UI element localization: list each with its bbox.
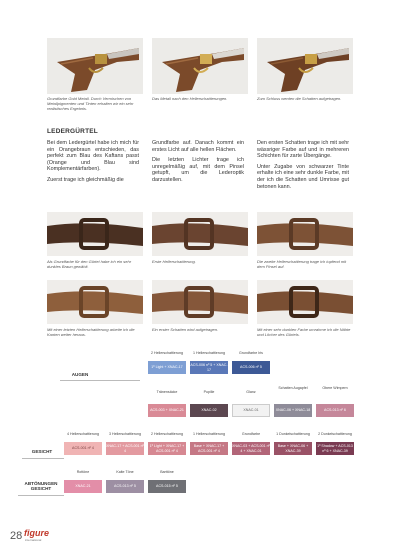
belt-photo-4 (47, 280, 143, 324)
pistol-photo-2 (152, 38, 248, 94)
body-paragraph: Die letzten Lichter trage ich unregelmäßig auf, mit dem Pinsel getupft, um die Lederoptik darzustellen. (152, 157, 244, 183)
palette-row-label-augen: AUGEN (71, 372, 89, 377)
palette-header: 1 Dunkelschattierung (276, 432, 310, 436)
palette-header: Kalte Töne (116, 470, 134, 474)
belt-photo-3 (257, 212, 353, 256)
divider (18, 495, 64, 496)
palette-header: Barttöne (160, 470, 174, 474)
palette-header: Obere Wimpern (322, 386, 348, 390)
palette-header: Grundfarbe (241, 432, 261, 436)
body-paragraph: Zuerst trage ich gleichmäßig die (47, 176, 124, 183)
color-swatch: XNAC-02 (190, 404, 228, 417)
palette-header: 1 Hellerschattierung (193, 432, 225, 436)
belt-photo-5 (152, 280, 248, 324)
color-swatch: 1º Shadow + ACS-013 nº 6 + XNAC-39 (316, 442, 354, 455)
color-swatch: ACS-013 nº 5 (106, 480, 144, 493)
palette-header: Pupille (203, 390, 215, 394)
color-swatch: 1º Light + XNAC-17 (148, 361, 186, 374)
belt-photo-1 (47, 212, 143, 256)
body-paragraph: Bei dem Ledergürtel habe ich mich für ein Orangebraun entschieden, das perfekt zum Blau des Kaftans passt (Orange und Blau sind Komplementärfarben). (47, 140, 139, 173)
pistol-photo-1 (47, 38, 143, 94)
brand-logo: figure (24, 528, 50, 538)
color-swatch: ACS-006 nº 5 + XNAC-17 (190, 361, 228, 374)
caption-belt-6: Mit einer sehr dunklen Farbe umrahme ich die Nähte und Löcher des Gürtels. (257, 327, 351, 337)
body-paragraph: Den ersten Schatten trage ich mit sehr wässriger Farbe auf und in mehreren Schichten für zarte Übergänge. (257, 140, 349, 160)
caption-pistol-2: Das Metall nach den Hellerschattierungen. (152, 96, 228, 101)
palette-header: 1 Hellerschattierung (193, 351, 225, 355)
caption-belt-1: Als Grundfarbe für den Gürtel habe ich ein sehr dunkles Braun gewählt. (47, 259, 132, 269)
color-swatch: XNAC-21 (64, 480, 102, 493)
color-swatch: ACS-015 nº 5 (148, 480, 186, 493)
caption-belt-4: Mit einer letzten Hellerschattierung arbeite ich die Kanten weiter heraus. (47, 327, 135, 337)
color-swatch: XNAC-01 (232, 404, 270, 417)
color-swatch: ACS-003 + XNAC-21 (148, 404, 186, 417)
palette-header: 2 Hellerschattierung (151, 432, 183, 436)
palette-header: 2 Dunkelschattierung (318, 432, 352, 436)
divider (60, 380, 140, 381)
color-swatch: XNAC-03 + ACS-001 nº 4 + XNAC-01 (232, 442, 270, 455)
brand-subtitle: international (25, 538, 42, 542)
color-swatch: ACS-006 nº 5 (232, 361, 270, 374)
belt-photo-6 (257, 280, 353, 324)
palette-header: Grundfarbe Iris (239, 351, 263, 355)
color-swatch: 1º Light + XNAC-17 + ACS-001 nº 4 (148, 442, 186, 455)
color-swatch: XNAC-17 + ACS-001 nº 4 (106, 442, 144, 455)
body-column-3 (257, 140, 349, 194)
body-paragraph: Unter Zugabe von schwarzer Tinte erhalte ich eine sehr dunkle Farbe, mit der ich die Schatten und Umrisse gut betonen kann. (257, 163, 349, 190)
section-title: LEDERGÜRTEL (47, 128, 98, 135)
color-swatch: XNAC-06 + XNAC-18 (274, 404, 312, 417)
belt-photo-2 (152, 212, 248, 256)
divider (22, 458, 64, 459)
color-swatch: Base + XNAC-06 + XNAC-39 (274, 442, 312, 455)
caption-belt-3: Die zweite Hellerschattierung trage ich tupfend mit dem Pinsel auf. (257, 259, 347, 269)
palette-header: 2 Hellerschattierung (151, 351, 183, 355)
palette-header: 3 Hellerschattierung (109, 432, 141, 436)
color-swatch: Base + XNAC-17 + ACS-001 nº 4 (190, 442, 228, 455)
palette-header: Glanz (246, 390, 256, 394)
body-paragraph: Grundfarbe auf. Danach kommt ein erstes Licht auf alle hellen Flächen. (152, 140, 244, 153)
pistol-photo-3 (257, 38, 353, 94)
palette-row-label-gesicht: GESICHT (31, 449, 53, 454)
palette-row-label-abtoenungen: ABTÖNUNGEN GESICHT (24, 481, 58, 492)
palette-header: Schatten Augapfel (278, 386, 308, 390)
caption-belt-5: Ein erster Schatten wird aufgetragen. (152, 327, 219, 332)
caption-pistol-1: Grundfarbe Gold Metall. Durch Vermischen von Metallpigmenten und Tinten erhalten wir ein sehr realistisches Ergebnis. (47, 96, 134, 111)
body-column-2 (152, 140, 244, 188)
color-swatch: ACS-001 nº 4 (64, 442, 102, 455)
caption-pistol-3: Zum Schluss werden die Schatten aufgetragen. (257, 96, 342, 101)
color-swatch: ACS-013 nº 6 (316, 404, 354, 417)
palette-header: 4 Hellerschattierung (67, 432, 99, 436)
palette-header: Rottöne (76, 470, 90, 474)
palette-header: Tränensäcke (156, 390, 178, 394)
caption-belt-2: Erste Hellerschattierung. (152, 259, 196, 264)
body-column-1 (47, 140, 139, 188)
page-number: 28 (10, 530, 23, 542)
